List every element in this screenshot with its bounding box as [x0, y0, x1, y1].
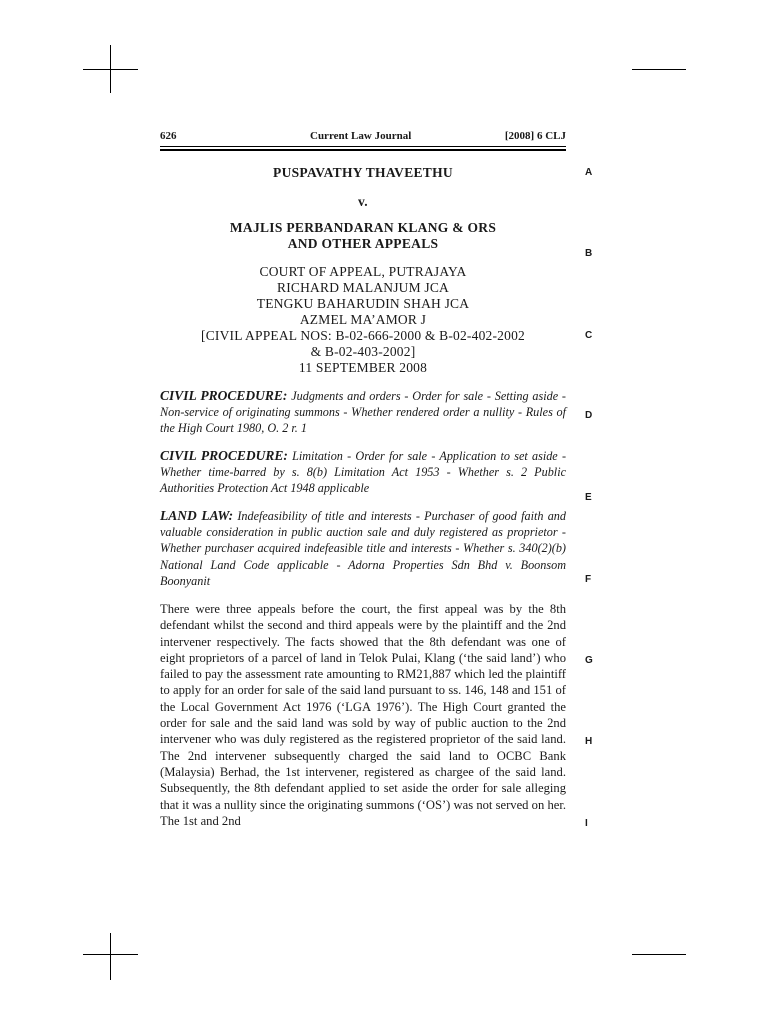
catchword-subject: CIVIL PROCEDURE: [160, 448, 288, 463]
margin-letter-a: A [585, 167, 593, 178]
catchword-text: Judgments and orders - Order for sale - Setting aside - Non-service of originating summons - Whether rendered order a nullity - Rules of the High Court 1980, O. 2 r. 1 [160, 389, 566, 436]
margin-letter-b: B [585, 248, 593, 259]
page-number: 626 [160, 130, 177, 142]
crop-mark-top-right-h [632, 69, 686, 70]
header-rule-thick [160, 149, 566, 151]
crop-mark-bottom-left-v [110, 933, 111, 980]
margin-letter-i: I [585, 818, 588, 829]
judge-1: RICHARD MALANJUM JCA [276, 280, 450, 295]
crop-mark-top-left-v [110, 45, 111, 93]
court-details [160, 264, 566, 376]
header-rule-thin [160, 146, 566, 147]
margin-letter-g: G [585, 655, 593, 666]
margin-letter-f: F [585, 574, 592, 585]
catchword-3 [160, 508, 566, 589]
margin-letter-h: H [585, 736, 593, 747]
margin-letter-c: C [585, 330, 593, 341]
appeal-numbers-line-1: [CIVIL APPEAL NOS: B-02-666-2000 & B-02-402-2002 [201, 328, 525, 343]
catchword-subject: LAND LAW: [160, 508, 234, 523]
crop-mark-bottom-right-h [632, 954, 686, 955]
court-name: COURT OF APPEAL, PUTRAJAYA [259, 264, 467, 279]
appeal-numbers-line-2: & B-02-403-2002] [310, 344, 416, 359]
citation: [2008] 6 CLJ [504, 130, 566, 142]
respondent-line-1: MAJLIS PERBANDARAN KLANG & ORS [229, 220, 497, 235]
margin-letter-d: D [585, 410, 593, 421]
judge-2: TENGKU BAHARUDIN SHAH JCA [256, 296, 470, 311]
respondent-line-2: AND OTHER APPEALS [287, 236, 439, 251]
margin-letter-e: E [585, 492, 592, 503]
judgment-date: 11 SEPTEMBER 2008 [298, 360, 428, 375]
catchword-2 [160, 448, 566, 497]
journal-title: Current Law Journal [310, 130, 412, 142]
catchword-text: Limitation - Order for sale - Application to set aside - Whether time-barred by s. 8(b) Limitation Act 1953 - Whether s. 2 Public Authorities Protection Act 1948 applicable [160, 449, 567, 496]
catchword-text: Indefeasibility of title and interests - Purchaser of good faith and valuable consideration in public auction sale and duly registered as proprietor - Whether purchaser acquired indefeasible title and interests - Whether s. 340(2)(b) National Land Code applicable - Adorna Properties Sdn Bhd v. Boonsom Boonyanit [160, 509, 566, 588]
versus: v. [358, 194, 368, 209]
catchword-subject: CIVIL PROCEDURE: [160, 388, 288, 403]
judge-3: AZMEL MA’AMOR J [299, 312, 427, 327]
appellant-name: PUSPAVATHY THAVEETHU [273, 165, 453, 180]
running-header [160, 130, 566, 146]
headnote-paragraph: There were three appeals before the court, the first appeal was by the 8th defendant whilst the second and third appeals were by the plaintiff and the 2nd intervener respectively. The facts showed that the 8th defendant was one of eight proprietors of a parcel of land in Telok Pulai, Klang (‘the said land’) who failed to pay the assessment rate amounting to RM21,887 which led the plaintiff to apply for an order for sale of the said land pursuant to ss. 146, 148 and 151 of the Local Government Act 1976 (‘LGA 1976’). The High Court granted the order for sale and the said land was sold by way of public auction to the 2nd intervener who was duly registered as the registered proprietor of the said land. The 2nd intervener subsequently charged the said land to OCBC Bank (Malaysia) Berhad, the 1st intervener, registered as chargee of the said land. Subsequently, the 8th defendant applied to set aside the order for sale alleging that it was a nullity since the originating summons (‘OS’) was not served on her. The 1st and 2nd [160, 602, 566, 828]
catchword-1 [160, 388, 566, 437]
